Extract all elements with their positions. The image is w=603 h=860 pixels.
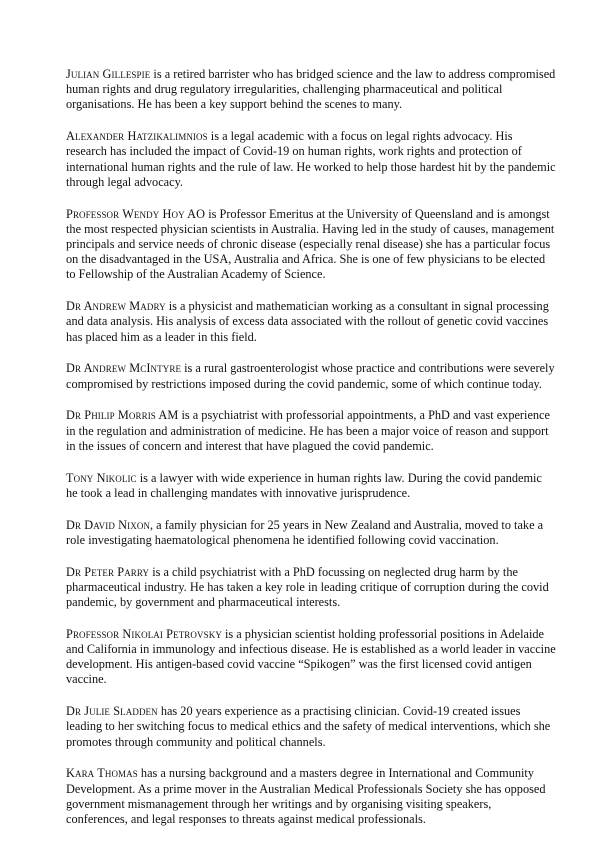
bio-paragraph bbox=[66, 766, 556, 827]
bio-text: is a physician scientist holding professorial positions in Adelaide and California in immunology and infectious disease. He is established as a world leader in vaccine development. His antigen-based covid vaccine “Spikogen” was the first licensed covid antigen vaccine. bbox=[66, 626, 556, 687]
bio-name: Dr Peter Parry bbox=[66, 564, 150, 579]
bio-name: Alexander Hatzikalimnios bbox=[66, 129, 208, 144]
bio-name: Dr David Nixon bbox=[66, 517, 151, 532]
bio-paragraph bbox=[66, 565, 556, 611]
bio-paragraph bbox=[66, 627, 556, 688]
bio-text: is a psychiatrist with professorial appointments, a PhD and vast experience in the regulation and administration of medicine. He has been a major voice of reason and support in the issues of concern and interest that have plagued the covid pandemic. bbox=[66, 408, 550, 453]
bio-text: is a physicist and mathematician working as a consultant in signal processing and data analysis. His analysis of excess data associated with the rollout of genetic covid vaccines has placed him as a leader in this field. bbox=[66, 299, 549, 344]
bio-paragraph bbox=[66, 518, 556, 548]
bio-name: Julian Gillespie bbox=[66, 67, 151, 81]
bio-text: has a nursing background and a masters degree in International and Community Development. As a prime mover in the Australian Medical Professionals Society she has opposed government mismanagement through her writings and by organising visiting speakers, conferences, and legal responses to threats against medical professionals. bbox=[66, 766, 546, 827]
bio-paragraph bbox=[66, 408, 556, 454]
bio-name: Dr Andrew McIntyre bbox=[66, 361, 182, 376]
bio-name: Dr Philip Morris AM bbox=[66, 408, 179, 423]
bio-paragraph bbox=[66, 129, 556, 190]
bio-name: Kara Thomas bbox=[66, 766, 138, 781]
bio-text: is a child psychiatrist with a PhD focussing on neglected drug harm by the pharmaceutical industry. He has taken a key role in leading critique of corruption during the covid pandemic, by government and pharmaceutical interests. bbox=[66, 564, 549, 610]
bio-text: is Professor Emeritus at the University of Queensland and is amongst the most respected physician scientists in Australia. Having led in the study of causes, management principals and service needs of chronic disease (especially renal disease) she has a particular focus on the disadvantaged in the USA, Australia and Africa. She is one of few physicians to be elected to Fellowship of the Australian Academy of Science. bbox=[66, 206, 555, 282]
bio-name: Professor Wendy Hoy AO bbox=[66, 206, 206, 221]
bio-text: is a legal academic with a focus on legal rights advocacy. His research has included the impact of Covid-19 on human rights, work rights and protection of international human rights and the rule of law. He worked to help those hardest hit by the pandemic through legal advocacy. bbox=[66, 129, 556, 189]
bio-text: is a lawyer with wide experience in human rights law. During the covid pandemic he took a lead in challenging mandates with innovative jurisprudence. bbox=[66, 470, 542, 500]
bio-text: , a family physician for 25 years in New Zealand and Australia, moved to take a role investigating haematological phenomena he identified following covid vaccination. bbox=[66, 517, 544, 547]
bio-name: Dr Andrew Madry bbox=[66, 299, 166, 314]
bio-paragraph bbox=[66, 704, 556, 750]
bio-name: Tony Nikolic bbox=[66, 470, 137, 485]
bio-text: is a retired barrister who has bridged science and the law to address compromised human rights and drug regulatory irregularities, challenging pharmaceutical and political organisations. He has been a key support behind the scenes to many. bbox=[66, 67, 556, 112]
bio-paragraph bbox=[66, 361, 556, 391]
bio-paragraph bbox=[66, 471, 556, 501]
bio-name: Professor Nikolai Petrovsky bbox=[66, 626, 222, 641]
biographies-page bbox=[66, 67, 556, 844]
bio-text: has 20 years experience as a practising clinician. Covid-19 created issues leading to her switching focus to medical ethics and the safety of medical interventions, which she promotes through community and political channels. bbox=[66, 704, 551, 749]
bio-paragraph bbox=[66, 207, 556, 283]
bio-name: Dr Julie Sladden bbox=[66, 704, 158, 719]
bio-paragraph bbox=[66, 67, 556, 113]
bio-paragraph bbox=[66, 299, 556, 345]
bio-text: is a rural gastroenterologist whose practice and contributions were severely compromised by restrictions imposed during the covid pandemic, some of which continue today. bbox=[66, 361, 555, 391]
